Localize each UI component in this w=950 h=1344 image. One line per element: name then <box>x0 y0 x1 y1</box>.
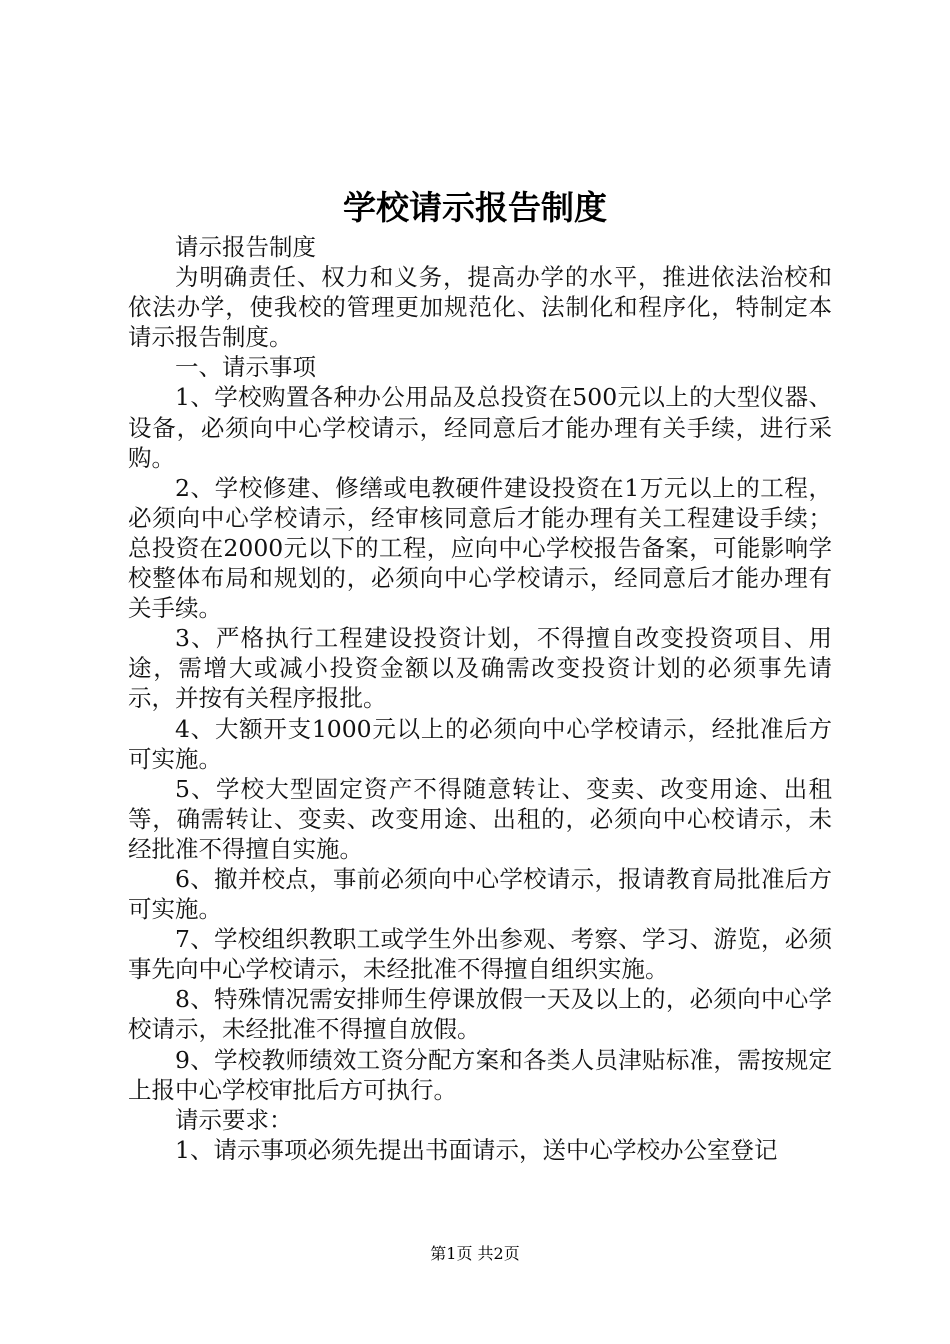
paragraph: 8、特殊情况需安排师生停课放假一天及以上的，必须向中心学校请示，未经批准不得擅自放假。 <box>128 985 832 1044</box>
document-title: 学校请示报告制度 <box>343 188 607 227</box>
paragraph: 4、大额开支1000元以上的必须向中心学校请示，经批准后方可实施。 <box>128 714 832 773</box>
paragraph: 请示要求： <box>175 1105 293 1134</box>
document-body <box>128 232 832 1165</box>
paragraph: 3、严格执行工程建设投资计划，不得擅自改变投资项目、用途，需增大或减小投资金额以及确需改变投资计划的必须事先请示，并按有关程序报批。 <box>128 624 832 713</box>
paragraph: 请示报告制度 <box>175 233 316 261</box>
paragraph: 1、学校购置各种办公用品及总投资在500元以上的大型仪器、设备，必须向中心学校请示，经同意后才能办理有关手续，进行采购。 <box>128 383 832 472</box>
paragraph: 2、学校修建、修缮或电教硬件建设投资在1万元以上的工程，必须向中心学校请示，经审核同意后才能办理有关工程建设手续；总投资在2000元以下的工程，应向中心学校报告备案，可能影响学校整体布局和规划的，必须向中心学校请示，经同意后才能办理有关手续。 <box>128 473 832 623</box>
paragraph: 5、学校大型固定资产不得随意转让、变卖、改变用途、出租等，确需转让、变卖、改变用途、出租的，必须向中心校请示，未经批准不得擅自实施。 <box>128 774 832 863</box>
paragraph: 9、学校教师绩效工资分配方案和各类人员津贴标准，需按规定上报中心学校审批后方可执行。 <box>128 1045 832 1104</box>
page-footer: 第1页 共2页 <box>430 1244 520 1263</box>
paragraph: 7、学校组织教职工或学生外出参观、考察、学习、游览，必须事先向中心学校请示，未经批准不得擅自组织实施。 <box>128 925 832 984</box>
paragraph: 一、请示事项 <box>175 353 316 382</box>
paragraph: 为明确责任、权力和义务，提高办学的水平，推进依法治校和依法办学，使我校的管理更加规范化、法制化和程序化，特制定本请示报告制度。 <box>128 263 832 352</box>
paragraph: 1、请示事项必须先提出书面请示，送中心学校办公室登记 <box>175 1135 778 1164</box>
paragraph: 6、撤并校点，事前必须向中心学校请示，报请教育局批准后方可实施。 <box>128 864 832 924</box>
